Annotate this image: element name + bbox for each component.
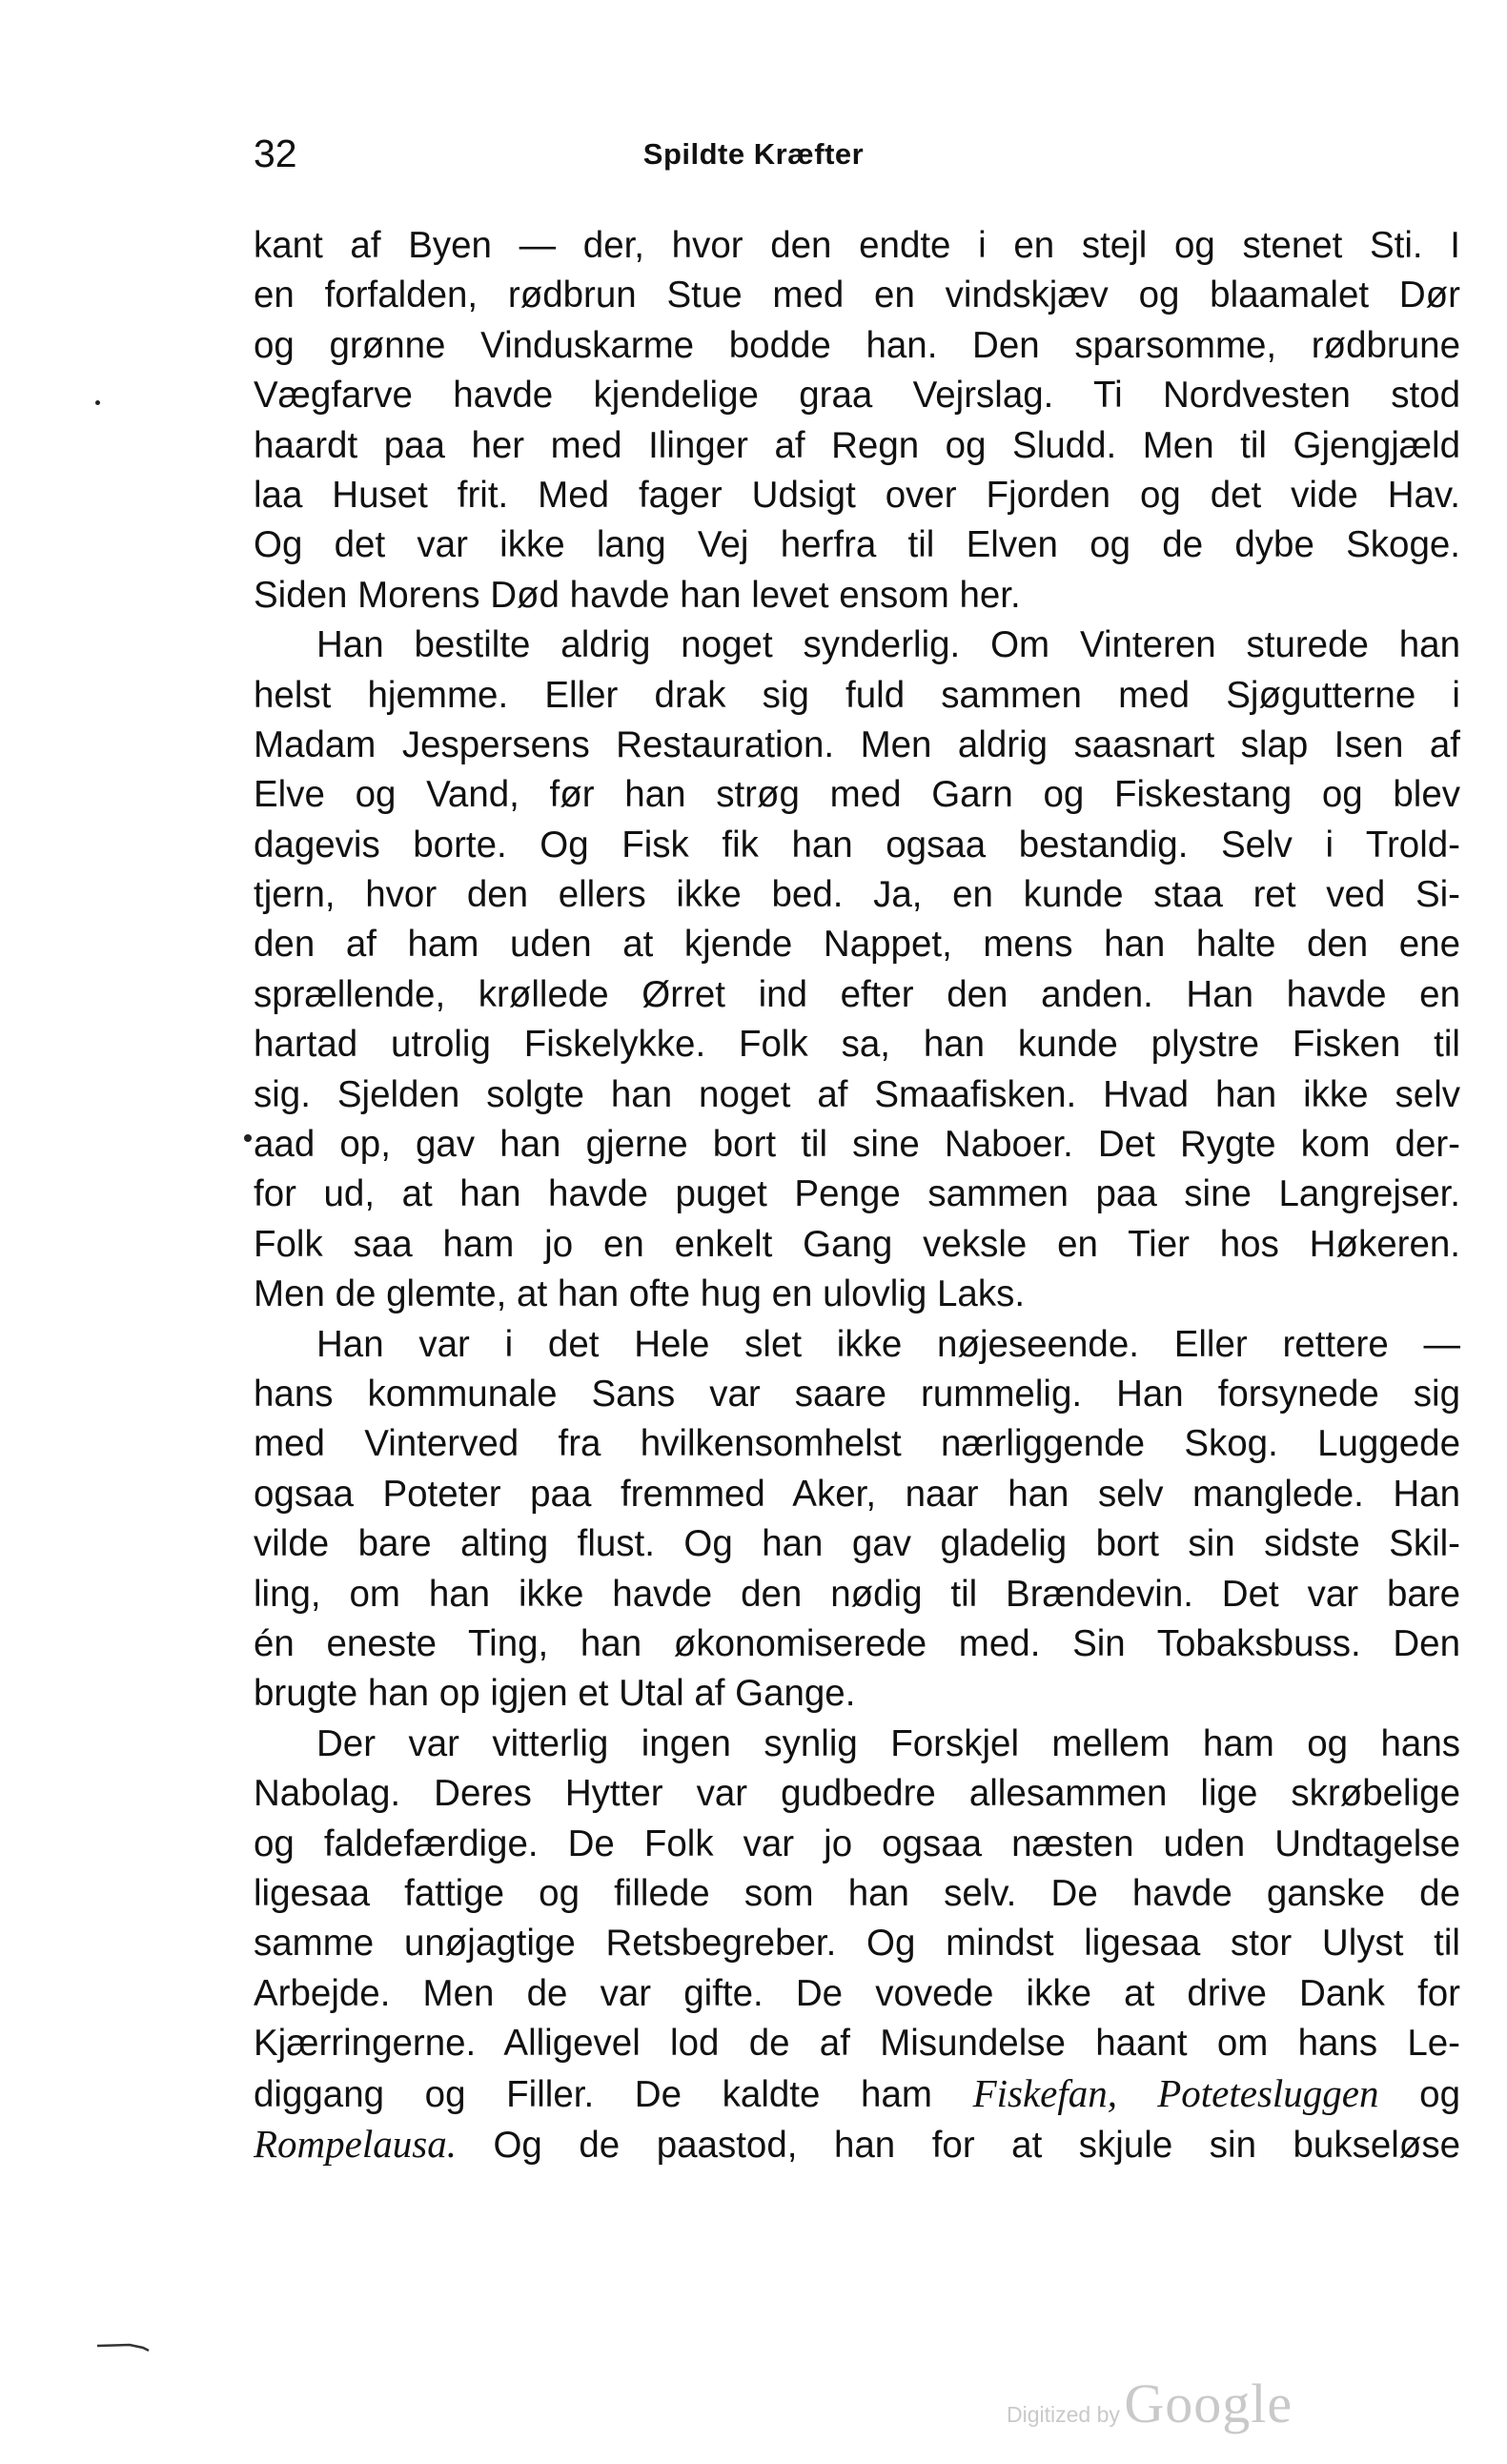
- running-title: Spildte Kræfter: [642, 137, 865, 171]
- text-line: Nabolag. Deres Hytter var gudbedre allesammen lige skrøbelige: [254, 1773, 1460, 1815]
- italic-nickname: Fiskefan, Potetesluggen: [972, 2071, 1379, 2116]
- text-line-with-italics: Rompelausa. Og de paastod, han for at skjule sin bukseløse: [254, 2121, 1460, 2166]
- text-line-paragraph-start: Han bestilte aldrig noget synderlig. Om Vinteren sturede han: [316, 624, 1460, 666]
- text-line: tjern, hvor den ellers ikke bed. Ja, en kunde staa ret ved Si-: [254, 874, 1460, 916]
- text-line: Men de glemte, at han ofte hug en ulovlig Laks.: [254, 1273, 1026, 1315]
- digitized-by-google-watermark: [1007, 2372, 1293, 2435]
- text-line: samme unøjagtige Retsbegreber. Og mindst ligesaa stor Ulyst til: [254, 1923, 1460, 1965]
- text-line: Og det var ikke lang Vej herfra til Elven og de dybe Skoge.: [254, 524, 1460, 566]
- text-line: kant af Byen — der, hvor den endte i en stejl og stenet Sti. I: [254, 225, 1460, 266]
- text-line: Arbejde. Men de var gifte. De vovede ikke at drive Dank for: [254, 1972, 1460, 2014]
- text-line: ligesaa fattige og fillede som han selv. De havde ganske de: [254, 1872, 1460, 1914]
- text-line: dagevis borte. Og Fisk fik han ogsaa bestandig. Selv i Trold-: [254, 824, 1460, 865]
- text-line: ling, om han ikke havde den nødig til Brændevin. Det var bare: [254, 1573, 1460, 1615]
- text-line: sprællende, krøllede Ørret ind efter den anden. Han havde en: [254, 973, 1460, 1015]
- text-line-with-italics: diggang og Filler. De kaldte ham Fiskefan, Potetesluggen og: [254, 2071, 1460, 2116]
- text-line: aad op, gav han gjerne bort til sine Naboer. Det Rygte kom der-: [254, 1124, 1460, 1166]
- body-text: [254, 221, 1460, 2169]
- text-line: og grønne Vinduskarme bodde han. Den sparsomme, rødbrune: [254, 324, 1460, 366]
- watermark-prefix: Digitized by: [1007, 2402, 1120, 2427]
- text-line: sig. Sjelden solgte han noget af Smaafisken. Hvad han ikke selv: [254, 1073, 1460, 1115]
- text-line: brugte han op igjen et Utal af Gange.: [254, 1673, 856, 1715]
- text-line: hans kommunale Sans var saare rummelig. Han forsynede sig: [254, 1373, 1460, 1415]
- text-line: Folk saa ham jo en enkelt Gang veksle en Tier hos Høkeren.: [254, 1223, 1460, 1265]
- text-line: hartad utrolig Fiskelykke. Folk sa, han kunde plystre Fisken til: [254, 1024, 1460, 1066]
- page-number: 32: [254, 132, 297, 175]
- text-line-paragraph-start: Der var vitterlig ingen synlig Forskjel mellem ham og hans: [316, 1722, 1460, 1764]
- text-line: vilde bare alting flust. Og han gav gladelig bort sin sidste Skil-: [254, 1523, 1460, 1565]
- text-line-paragraph-start: Han var i det Hele slet ikke nøjeseende. Eller rettere —: [316, 1323, 1460, 1365]
- text-line: Elve og Vand, før han strøg med Garn og Fiskestang og blev: [254, 774, 1460, 816]
- text-line: én eneste Ting, han økonomiserede med. Sin Tobaksbuss. Den: [254, 1622, 1460, 1664]
- text-line: den af ham uden at kjende Nappet, mens han halte den ene: [254, 924, 1460, 966]
- text-line: ogsaa Poteter paa fremmed Aker, naar han selv manglede. Han: [254, 1473, 1460, 1515]
- ink-speck: [95, 400, 100, 405]
- text-line: laa Huset frit. Med fager Udsigt over Fjorden og det vide Hav.: [254, 474, 1460, 516]
- text-line: og faldefærdige. De Folk var jo ogsaa næsten uden Undtagelse: [254, 1823, 1460, 1864]
- ink-speck: [244, 1134, 252, 1142]
- google-logo: Google: [1124, 2372, 1293, 2434]
- text-line: Vægfarve havde kjendelige graa Vejrslag. Ti Nordvesten stod: [254, 375, 1460, 417]
- text-line: med Vinterved fra hvilkensomhelst nærliggende Skog. Luggede: [254, 1423, 1460, 1465]
- text-line: Madam Jespersens Restauration. Men aldrig saasnart slap Isen af: [254, 723, 1460, 765]
- text-line: Kjærringerne. Alligevel lod de af Misundelse haant om hans Le-: [254, 2023, 1460, 2065]
- text-line: haardt paa her med Ilinger af Regn og Sludd. Men til Gjengjæld: [254, 424, 1460, 466]
- text-line: Siden Morens Død havde han levet ensom her.: [254, 574, 1021, 616]
- text-line: helst hjemme. Eller drak sig fuld sammen med Sjøgutterne i: [254, 674, 1460, 716]
- text-line: for ud, at han havde puget Penge sammen paa sine Langrejser.: [254, 1173, 1460, 1215]
- italic-nickname: Rompelausa.: [254, 2121, 457, 2166]
- text-line: en forfalden, rødbrun Stue med en vindskjæv og blaamalet Dør: [254, 275, 1460, 316]
- margin-pencil-mark: [95, 2341, 151, 2352]
